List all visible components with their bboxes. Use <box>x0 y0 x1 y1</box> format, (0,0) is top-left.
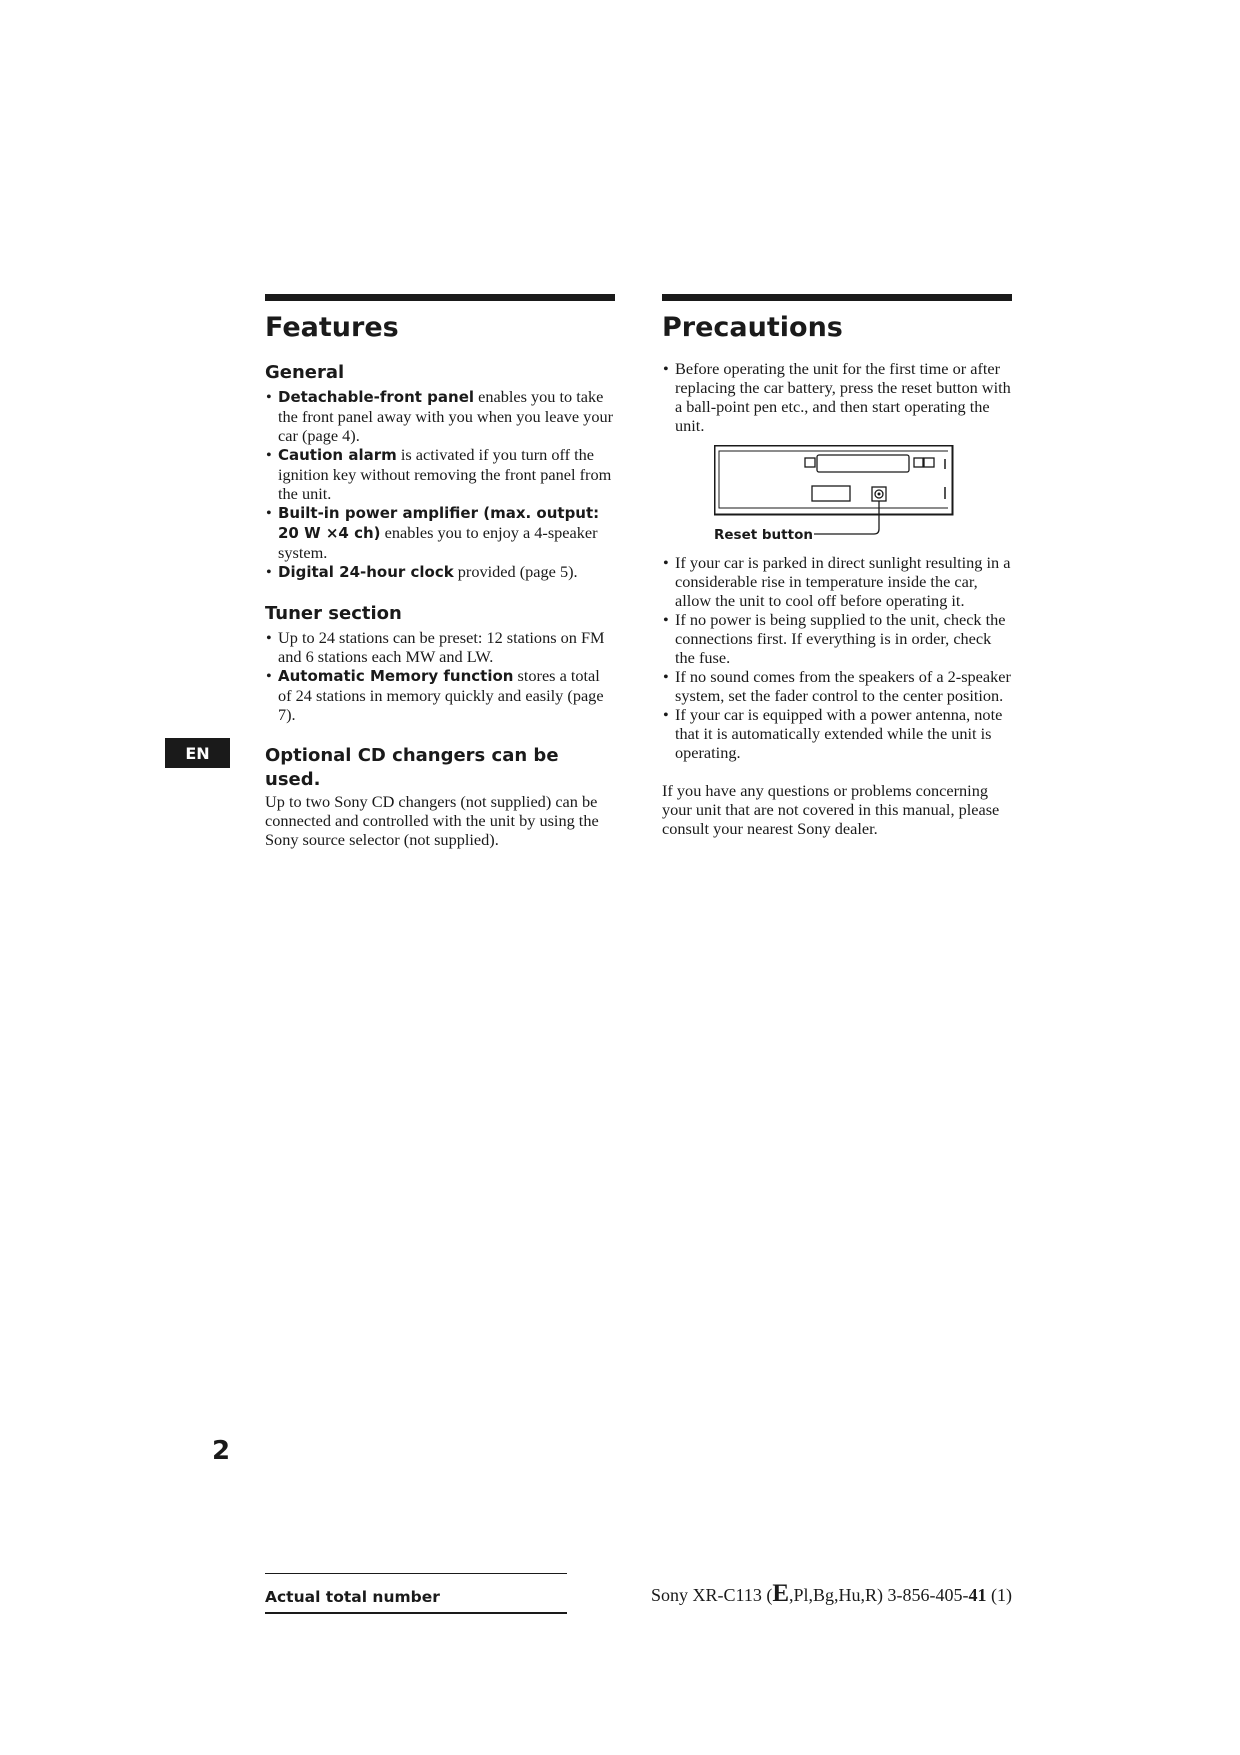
list-item: • Automatic Memory function stores a total of 24 stations in memory quickly and easily (page 7). <box>265 666 615 724</box>
footer-model-code: Sony XR-C113 (E,Pl,Bg,Hu,R) 3-856-405-41 (1) <box>650 1580 1012 1607</box>
precautions-rule <box>662 294 1012 301</box>
reset-button-label: Reset button <box>714 527 813 543</box>
features-column <box>265 294 615 849</box>
list-item: • If your car is equipped with a power antenna, note that it is automatically extended while the unit is operating. <box>662 705 1012 762</box>
list-item: • If no sound comes from the speakers of a 2-speaker system, set the fader control to the center position. <box>662 667 1012 705</box>
general-heading: General <box>265 362 345 383</box>
cd-text: Up to two Sony CD changers (not supplied) can be connected and controlled with the unit by using the Sony source selector (not supplied). <box>265 792 599 849</box>
reset-button-diagram <box>714 445 964 545</box>
precautions-title: Precautions <box>662 312 843 343</box>
list-item: • Before operating the unit for the first time or after replacing the car battery, press the reset button with a ball-point pen etc., and then start operating the unit. <box>662 359 1012 435</box>
general-list <box>265 387 615 582</box>
page-number: 2 <box>212 1436 231 1466</box>
list-item: • Up to 24 stations can be preset: 12 stations on FM and 6 stations each MW and LW. <box>265 628 615 666</box>
cd-heading: Optional CD changers can be used. <box>265 745 559 790</box>
footer-total-number: Actual total number <box>265 1573 567 1614</box>
reset-list <box>662 359 1012 435</box>
precautions-column <box>662 294 1012 838</box>
list-item: • If your car is parked in direct sunlight resulting in a considerable rise in temperature inside the car, allow the unit to cool off before operating it. <box>662 553 1012 610</box>
list-item: • If no power is being supplied to the unit, check the connections first. If everything is in order, check the fuse. <box>662 610 1012 667</box>
tuner-heading: Tuner section <box>265 603 402 624</box>
precautions-list <box>662 553 1012 762</box>
features-title: Features <box>265 312 399 343</box>
list-item: • Built-in power amplifier (max. output: 20 W ×4 ch) enables you to enjoy a 4-speaker system. <box>265 503 615 562</box>
list-item: • Caution alarm is activated if you turn off the ignition key without removing the front panel from the unit. <box>265 445 615 503</box>
list-item: • Detachable-front panel enables you to take the front panel away with you when you leave your car (page 4). <box>265 387 615 445</box>
tuner-list <box>265 628 615 724</box>
list-item: • Digital 24-hour clock provided (page 5). <box>265 562 615 582</box>
closing-text: If you have any questions or problems concerning your unit that are not covered in this manual, please consult your nearest Sony dealer. <box>662 781 1000 838</box>
language-tab: EN <box>165 738 230 768</box>
features-rule <box>265 294 615 301</box>
